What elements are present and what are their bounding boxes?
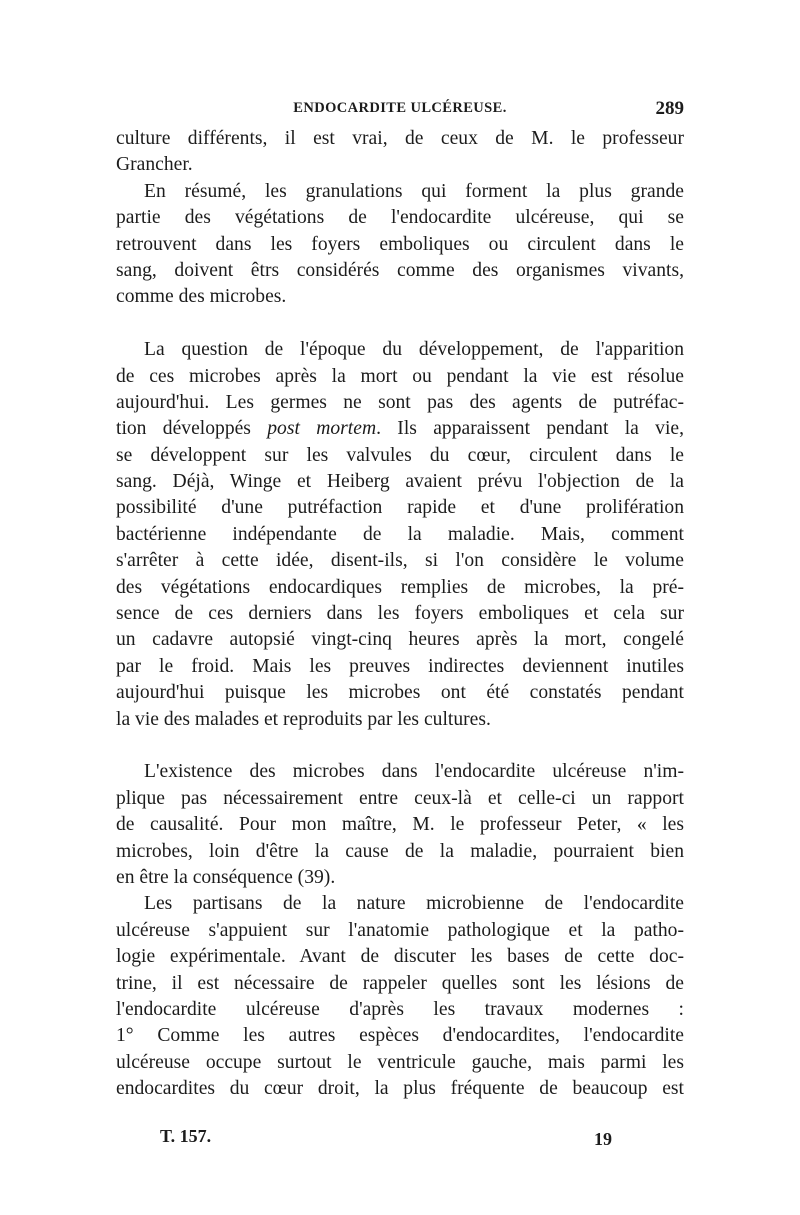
paragraph-partisans (116, 891, 684, 1102)
text-line: l'endocardite ulcéreuse d'après les travaux modernes : (116, 998, 684, 1020)
text-line: la vie des malades et reproduits par les cultures. (116, 708, 491, 730)
text-line: trine, il est nécessaire de rappeler quelles sont les lésions de (116, 972, 684, 994)
text-line: Grancher. (116, 154, 193, 176)
text-line (116, 416, 684, 442)
page-footer (116, 1126, 684, 1156)
paragraph-question (116, 337, 684, 733)
text-line: par le froid. Mais les preuves indirectes deviennent inutiles (116, 655, 684, 677)
paragraph-causality (116, 759, 684, 891)
text-line: de causalité. Pour mon maître, M. le professeur Peter, « les (116, 814, 684, 836)
text-line: un cadavre autopsié vingt-cinq heures après la mort, congelé (116, 629, 684, 651)
body-text (116, 126, 684, 1102)
sheet-number: 19 (594, 1129, 612, 1149)
page-number: 289 (655, 98, 684, 119)
text-line: bactérienne indépendante de la maladie. Mais, comment (116, 523, 684, 545)
paragraph-continuation (116, 126, 684, 179)
text-line: sang, doivent êtrs considérés comme des organismes vivants, (116, 259, 684, 281)
text-line: En résumé, les granulations qui forment la plus grande (144, 180, 684, 202)
text-line: aujourd'hui. Les germes ne sont pas des agents de putréfac- (116, 391, 684, 413)
running-header (116, 98, 684, 122)
text-line: Les partisans de la nature microbienne de l'endocardite (144, 893, 684, 915)
italic-phrase: post mortem (267, 418, 377, 440)
text-line: L'existence des microbes dans l'endocardite ulcéreuse n'im- (144, 761, 684, 783)
text-line: ulcéreuse s'appuient sur l'anatomie pathologique et la patho- (116, 919, 684, 941)
text-line: La question de l'époque du développement, de l'apparition (144, 339, 684, 361)
text-line: en être la conséquence (39). (116, 866, 336, 888)
text-line: s'arrêter à cette idée, disent-ils, si l'on considère le volume (116, 550, 684, 572)
text-run: . Ils apparaissent pendant la vie, (376, 418, 684, 440)
text-line: comme des microbes. (116, 286, 287, 308)
text-line: endocardites du cœur droit, la plus fréquente de beaucoup est (116, 1078, 684, 1100)
text-line: aujourd'hui puisque les microbes ont été constatés pendant (116, 682, 684, 704)
text-line: sence de ces derniers dans les foyers emboliques et cela sur (116, 603, 684, 625)
paragraph-summary (116, 179, 684, 311)
text-line: possibilité d'une putréfaction rapide et d'une prolifération (116, 497, 684, 519)
text-line: sang. Déjà, Winge et Heiberg avaient prévu l'objection de la (116, 471, 684, 493)
text-line: culture différents, il est vrai, de ceux de M. le professeur (116, 128, 684, 149)
text-line: retrouvent dans les foyers emboliques ou circulent dans le (116, 233, 684, 255)
text-line: partie des végétations de l'endocardite ulcéreuse, qui se (116, 207, 684, 229)
text-line: se développent sur les valvules du cœur, circulent dans le (116, 444, 684, 466)
text-line: 1° Comme les autres espèces d'endocardites, l'endocardite (116, 1025, 684, 1047)
text-line: des végétations endocardiques remplies de microbes, la pré- (116, 576, 684, 598)
signature-mark: T. 157. (160, 1126, 212, 1146)
paragraph-gap (116, 733, 684, 759)
text-line: plique pas nécessairement entre ceux-là et celle-ci un rapport (116, 787, 684, 809)
paragraph-gap (116, 311, 684, 337)
text-line: logie expérimentale. Avant de discuter les bases de cette doc- (116, 946, 684, 968)
text-line: microbes, loin d'être la cause de la maladie, pourraient bien (116, 840, 684, 862)
text-line: de ces microbes après la mort ou pendant la vie est résolue (116, 365, 684, 387)
text-run: tion développés (116, 418, 268, 440)
running-title: ENDOCARDITE ULCÉREUSE. (293, 100, 507, 116)
text-line: ulcéreuse occupe surtout le ventricule gauche, mais parmi les (116, 1051, 684, 1073)
